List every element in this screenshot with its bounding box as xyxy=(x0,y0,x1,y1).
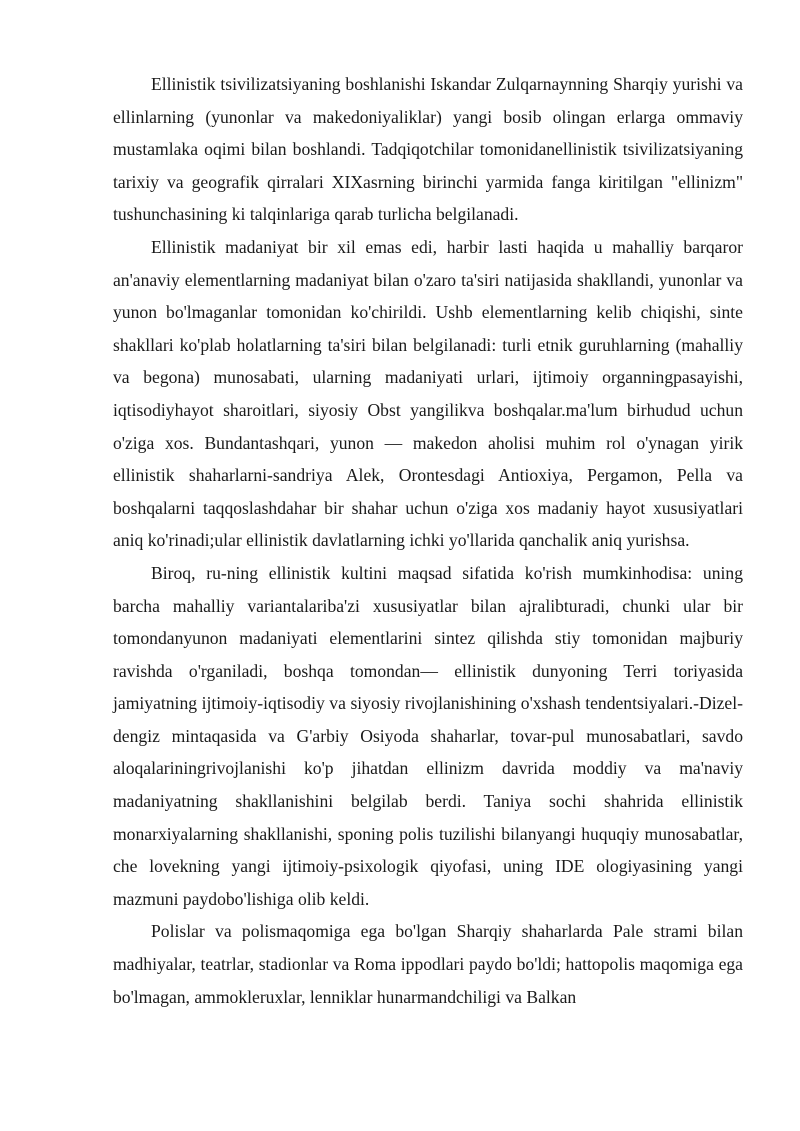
paragraph-4: Polislar va polismaqomiga ega bo'lgan Sharqiy shaharlarda Pale strami bilan madhiyalar, teatrlar, stadionlar va Roma ippodlari paydo bo'ldi; hattopolis maqomiga ega bo'lmagan, ammokleruxlar, lenniklar hunarmandchiligi va Balkan xyxy=(113,921,743,1007)
paragraph-2: Ellinistik madaniyat bir xil emas edi, harbir lasti haqida u mahalliy barqaror an'anaviy elementlarning madaniyat bilan o'zaro ta'siri natijasida shakllandi, yunonlar va yunon bo'lmaganlar tomonidan ko'chirildi. Ushb elementlarning kelib chiqishi, sinte shakllari ko'plab holatlarning ta'siri bilan belgilanadi: turli etnik guruhlarning (mahalliy va begona) munosabati, ularning madaniyati urlari, ijtimoiy organningpasayishi, iqtisodiyhayot sharoitlari, siyosiy Obst yangilikva boshqalar.ma'lum birhudud uchun o'ziga xos. Bundantashqari, yunon — makedon aholisi muhim rol o'ynagan yirik ellinistik shaharlarni-sandriya Alek, Orontesdagi Antioxiya, Pergamon, Pella va boshqalarni taqqoslashdahar bir shahar uchun o'ziga xos madaniy hayot xususiyatlari aniq ko'rinadi;ular ellinistik davlatlarning ichki yo'llarida qanchalik aniq yurishsa. xyxy=(113,236,743,551)
paragraph-3: Biroq, ru-ning ellinistik kultini maqsad sifatida ko'rish mumkinhodisa: uning barcha mahalliy variantalariba'zi xususiyatlar bilan ajralibturadi, chunki ular bir tomondanyunon madaniyati elementlarini sintez qilishda stiy tomonidan majburiy ravishda o'rganiladi, boshqa tomondan— ellinistik dunyoning Terri toriyasida jamiyatning ijtimoiy-iqtisodiy va siyosiy rivojlanishining o'xshash tendentsiyalari.-Dizel-dengiz mintaqasida va G'arbiy Osiyoda shaharlar, tovar-pul munosabatlari, savdo aloqalariningrivojlanishi ko'p jihatdan ellinizm davrida moddiy va ma'naviy madaniyatning shakllanishini belgilab berdi. Taniya sochi shahrida ellinistik monarxiyalarning shakllanishi, sponing polis tuzilishi bilanyangi huquqiy munosabatlar, che lovekning yangi ijtimoiy-psixologik qiyofasi, uning IDE ologiyasining yangi mazmuni paydobo'lishiga olib keldi. xyxy=(113,562,743,909)
document-body xyxy=(113,68,743,1013)
paragraph-1: Ellinistik tsivilizatsiyaning boshlanishi Iskandar Zulqarnaynning Sharqiy yurishi va ellinlarning (yunonlar va makedoniyaliklar) yangi bosib olingan erlarga ommaviy mustamlaka oqimi bilan boshlandi. Tadqiqotchilar tomonidanellinistik tsivilizatsiyaning tarixiy va geografik qirralari XIXasrning birinchi yarmida fanga kiritilgan "ellinizm" tushunchasining ki talqinlariga qarab turlicha belgilanadi. xyxy=(113,74,743,225)
